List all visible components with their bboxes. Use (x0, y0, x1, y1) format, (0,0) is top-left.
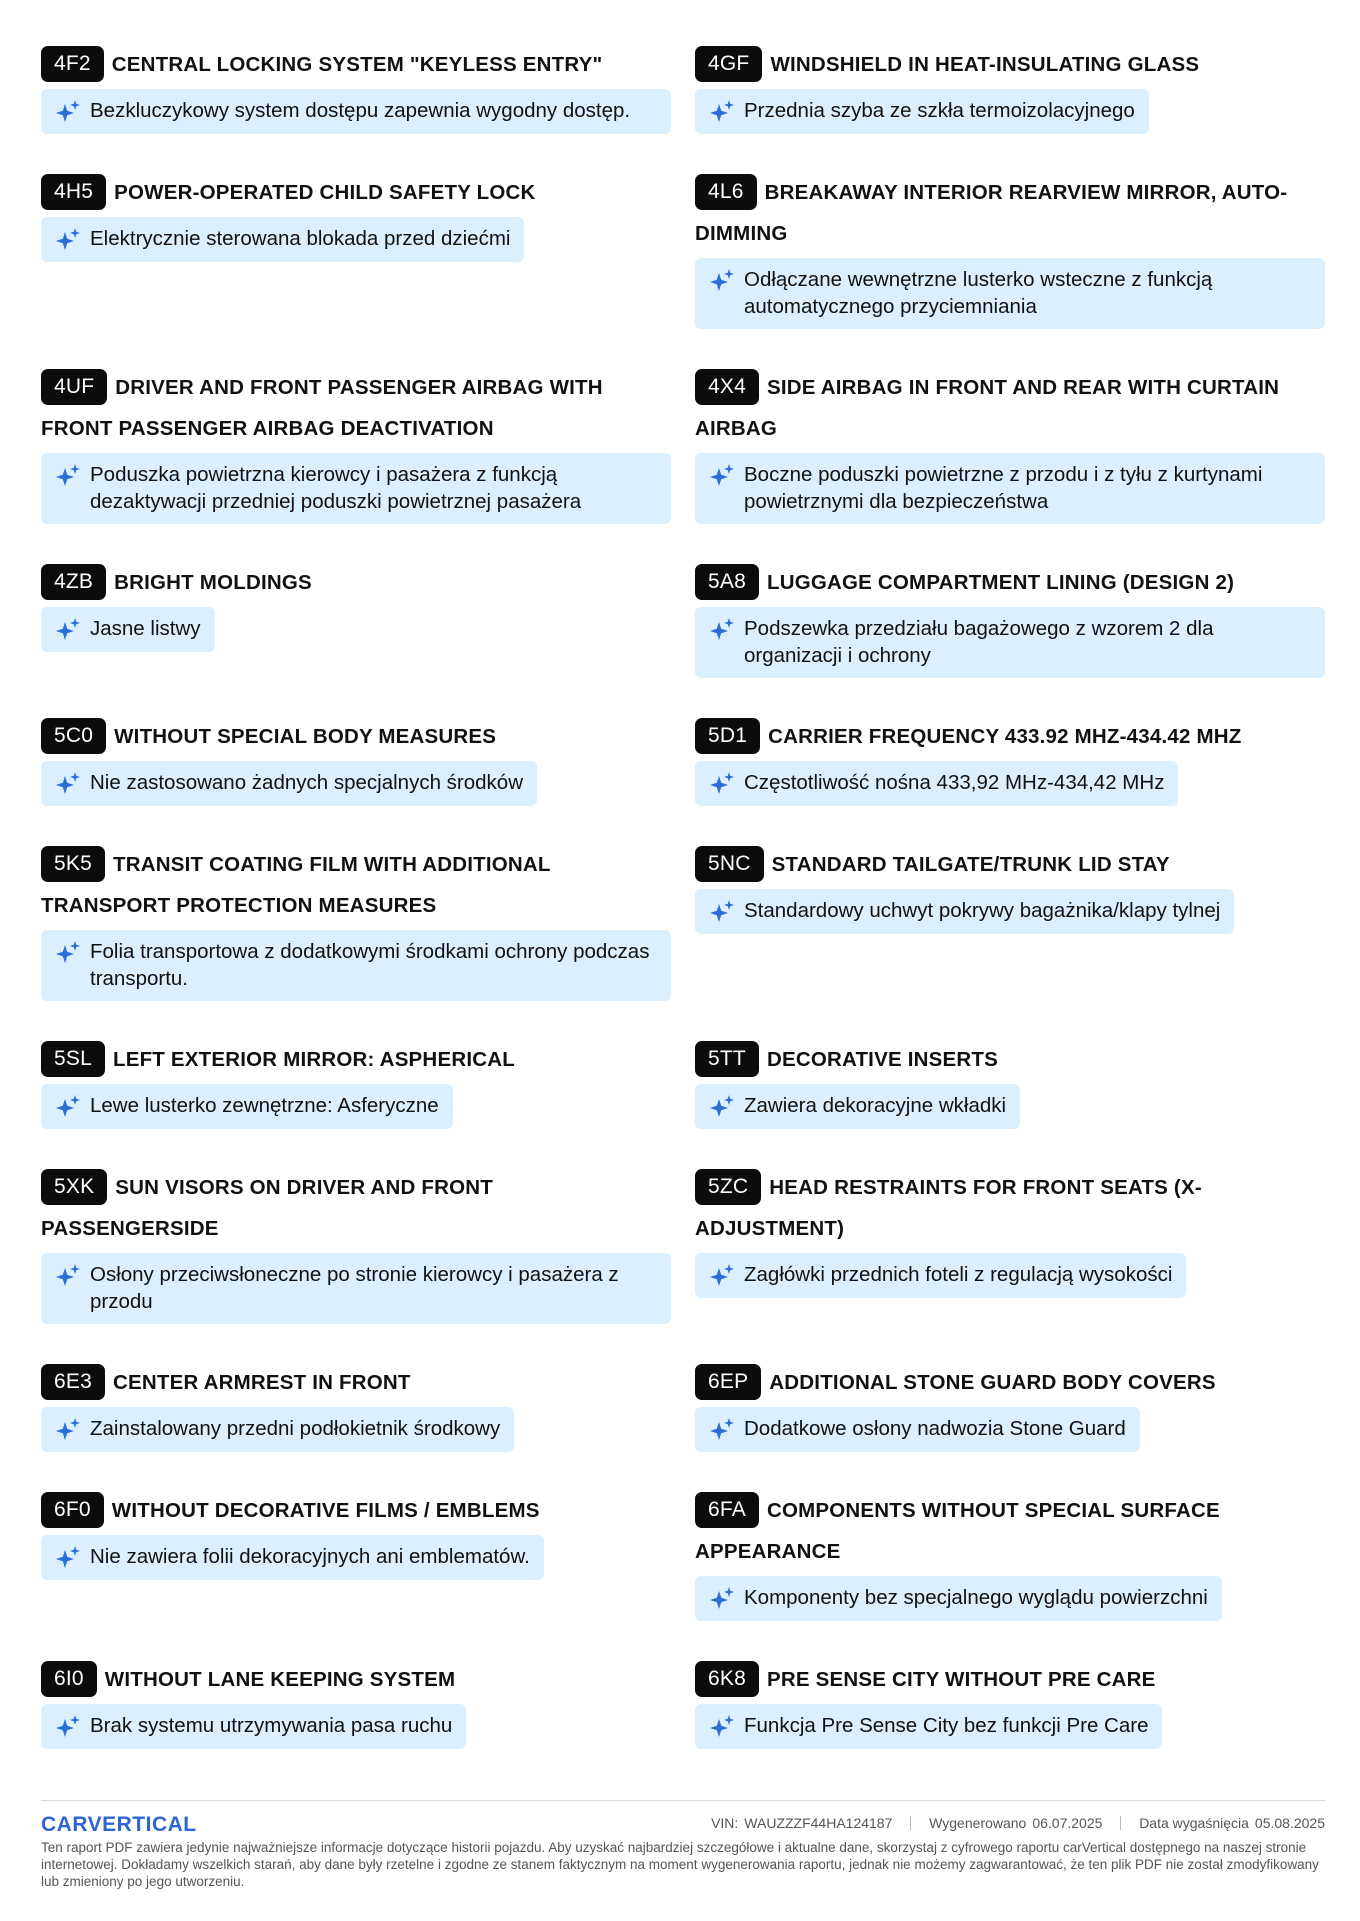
page-footer (41, 1800, 1325, 1890)
item-heading (695, 1039, 1325, 1080)
item-title: BRIGHT MOLDINGS (114, 571, 312, 594)
item-heading (695, 172, 1325, 254)
item-heading (695, 44, 1325, 85)
item-heading (695, 1362, 1325, 1403)
meta-separator (1120, 1816, 1121, 1830)
item-code-badge: 4UF (41, 369, 107, 405)
item-code-badge: 4F2 (41, 46, 104, 82)
item-heading (41, 562, 671, 603)
item-description: Lewe lusterko zewnętrzne: Asferyczne (90, 1094, 439, 1117)
item-heading (695, 562, 1325, 603)
item-code-badge: 5C0 (41, 718, 106, 754)
footer-disclaimer: Ten raport PDF zawiera jedynie najważniejsze informacje dotyczące historii pojazdu. Aby uzyskać najbardziej szczegółowe i aktualne dane, skorzystaj z cyfrowego raportu carVertical dostępnego na naszej stronie internetowej. Dokładamy wszelkich starań, aby dane były rzetelne i zgodne ze stanem faktycznym na moment wygenerowania raportu, jednak nie możemy zagwarantować, że ten plik PDF nie został zmodyfikowany lub zmieniony po jego utworzeniu. (41, 1840, 1319, 1889)
generated-date: 06.07.2025 (1032, 1815, 1103, 1831)
item-code-badge: 6FA (695, 1492, 759, 1528)
item-description-box (41, 1407, 514, 1452)
equipment-item-5sl (41, 1039, 671, 1129)
item-heading (695, 1659, 1325, 1700)
vin-value: WAUZZZF44HA124187 (744, 1815, 893, 1831)
item-code-badge: 5ZC (695, 1169, 761, 1205)
equipment-item-6ep (695, 1362, 1325, 1452)
item-title: CARRIER FREQUENCY 433.92 MHZ-434.42 MHZ (768, 725, 1242, 748)
item-description-box (695, 1576, 1222, 1621)
item-heading (695, 716, 1325, 757)
equipment-item-4x4 (695, 367, 1325, 524)
equipment-item-4f2 (41, 44, 671, 134)
item-code-badge: 6K8 (695, 1661, 759, 1697)
equipment-item-6k8 (695, 1659, 1325, 1749)
equipment-item-4zb (41, 562, 671, 678)
equipment-item-6e3 (41, 1362, 671, 1452)
item-heading (41, 1039, 671, 1080)
item-heading (695, 367, 1325, 449)
ai-sparkle-icon (54, 1263, 82, 1289)
item-title: DRIVER AND FRONT PASSENGER AIRBAG WITH FRONT PASSENGER AIRBAG DEACTIVATION (41, 376, 603, 440)
ai-sparkle-icon (54, 1417, 82, 1443)
item-heading (695, 1490, 1325, 1572)
item-title: COMPONENTS WITHOUT SPECIAL SURFACE APPEARANCE (695, 1499, 1220, 1563)
equipment-item-6fa (695, 1490, 1325, 1621)
item-title: HEAD RESTRAINTS FOR FRONT SEATS (X-ADJUSTMENT) (695, 1176, 1202, 1240)
generated-label: Wygenerowano (929, 1815, 1027, 1831)
ai-sparkle-icon (708, 771, 736, 797)
item-description-box (41, 1253, 671, 1324)
item-description-box (41, 217, 524, 262)
item-description-box (41, 89, 671, 134)
equipment-item-5nc (695, 844, 1325, 1001)
item-code-badge: 4H5 (41, 174, 106, 210)
item-title: POWER-OPERATED CHILD SAFETY LOCK (114, 181, 536, 204)
footer-row (41, 1801, 1325, 1837)
ai-sparkle-icon (54, 1714, 82, 1740)
item-title: SUN VISORS ON DRIVER AND FRONT PASSENGERSIDE (41, 1176, 493, 1240)
item-description-box (41, 453, 671, 524)
item-description-box (695, 1253, 1186, 1298)
equipment-item-5d1 (695, 716, 1325, 806)
equipment-item-5xk (41, 1167, 671, 1324)
item-code-badge: 5NC (695, 846, 764, 882)
ai-sparkle-icon (708, 268, 736, 294)
ai-sparkle-icon (708, 463, 736, 489)
item-description: Przednia szyba ze szkła termoizolacyjnego (744, 99, 1135, 122)
item-description: Funkcja Pre Sense City bez funkcji Pre Care (744, 1714, 1149, 1737)
item-title: CENTER ARMREST IN FRONT (112, 1371, 411, 1394)
item-description-box (41, 1084, 453, 1129)
item-heading (41, 1659, 671, 1700)
item-description: Elektrycznie sterowana blokada przed dziećmi (90, 227, 511, 250)
equipment-item-4l6 (695, 172, 1325, 329)
item-description: Zainstalowany przedni podłokietnik środkowy (90, 1417, 501, 1440)
ai-sparkle-icon (708, 99, 736, 125)
item-description-box (41, 1704, 466, 1749)
item-heading (41, 172, 671, 213)
equipment-item-4h5 (41, 172, 671, 329)
item-description: Standardowy uchwyt pokrywy bagażnika/klapy tylnej (744, 899, 1221, 922)
item-code-badge: 5TT (695, 1041, 759, 1077)
item-title: WITHOUT SPECIAL BODY MEASURES (114, 725, 497, 748)
ai-sparkle-icon (54, 227, 82, 253)
item-heading (41, 367, 671, 449)
item-heading (41, 44, 671, 85)
item-description: Poduszka powietrzna kierowcy i pasażera z funkcją dezaktywacji przedniej poduszki powietrznej pasażera (90, 463, 582, 513)
item-description-box (695, 761, 1178, 806)
item-description: Dodatkowe osłony nadwozia Stone Guard (744, 1417, 1126, 1440)
item-description: Częstotliwość nośna 433,92 MHz-434,42 MHz (744, 771, 1165, 794)
item-description-box (41, 930, 671, 1001)
item-heading (41, 1362, 671, 1403)
item-title: DECORATIVE INSERTS (766, 1048, 998, 1071)
equipment-item-6f0 (41, 1490, 671, 1621)
ai-sparkle-icon (708, 899, 736, 925)
item-code-badge: 5K5 (41, 846, 105, 882)
item-title: SIDE AIRBAG IN FRONT AND REAR WITH CURTAIN AIRBAG (695, 376, 1280, 440)
equipment-grid (41, 44, 1325, 1787)
expiry-date: 05.08.2025 (1254, 1815, 1325, 1831)
item-description: Boczne poduszki powietrzne z przodu i z tyłu z kurtynami powietrznymi dla bezpieczeństwa (744, 463, 1263, 513)
item-description: Bezkluczykowy system dostępu zapewnia wygodny dostęp. (90, 99, 631, 122)
item-description-box (695, 89, 1149, 134)
item-code-badge: 4ZB (41, 564, 106, 600)
item-title: WINDSHIELD IN HEAT-INSULATING GLASS (770, 53, 1200, 76)
item-code-badge: 5SL (41, 1041, 105, 1077)
ai-sparkle-icon (54, 771, 82, 797)
ai-sparkle-icon (708, 1263, 736, 1289)
equipment-item-4uf (41, 367, 671, 524)
item-description-box (41, 761, 537, 806)
equipment-item-5a8 (695, 562, 1325, 678)
item-code-badge: 4GF (695, 46, 762, 82)
item-code-badge: 5D1 (695, 718, 760, 754)
equipment-item-5c0 (41, 716, 671, 806)
item-heading (41, 1490, 671, 1531)
item-heading (695, 844, 1325, 885)
equipment-item-6i0 (41, 1659, 671, 1749)
ai-sparkle-icon (54, 617, 82, 643)
item-description-box (695, 1084, 1020, 1129)
item-title: STANDARD TAILGATE/TRUNK LID STAY (771, 853, 1170, 876)
expiry-label: Data wygaśnięcia (1139, 1815, 1249, 1831)
item-heading (41, 716, 671, 757)
item-title: TRANSIT COATING FILM WITH ADDITIONAL TRANSPORT PROTECTION MEASURES (41, 853, 551, 917)
item-description: Brak systemu utrzymywania pasa ruchu (90, 1714, 453, 1737)
item-description-box (695, 1407, 1140, 1452)
ai-sparkle-icon (54, 940, 82, 966)
item-description: Zawiera dekoracyjne wkładki (744, 1094, 1007, 1117)
item-description-box (695, 1704, 1162, 1749)
item-code-badge: 5XK (41, 1169, 107, 1205)
equipment-item-5zc (695, 1167, 1325, 1324)
item-description-box (695, 453, 1325, 524)
item-description: Folia transportowa z dodatkowymi środkami ochrony podczas transportu. (90, 940, 650, 990)
ai-sparkle-icon (54, 99, 82, 125)
ai-sparkle-icon (708, 1586, 736, 1612)
ai-sparkle-icon (708, 1714, 736, 1740)
item-description: Podszewka przedziału bagażowego z wzorem 2 dla organizacji i ochrony (744, 617, 1214, 667)
item-description: Nie zawiera folii dekoracyjnych ani emblematów. (90, 1545, 530, 1568)
carvertical-logo: CARVERTICAL (41, 1813, 197, 1836)
item-code-badge: 6EP (695, 1364, 761, 1400)
item-code-badge: 4X4 (695, 369, 759, 405)
equipment-item-5k5 (41, 844, 671, 1001)
item-description-box (695, 258, 1325, 329)
vin-label: VIN: (711, 1815, 739, 1831)
item-code-badge: 5A8 (695, 564, 759, 600)
equipment-item-5tt (695, 1039, 1325, 1129)
ai-sparkle-icon (54, 1094, 82, 1120)
item-title: LUGGAGE COMPARTMENT LINING (DESIGN 2) (766, 571, 1235, 594)
item-description: Odłączane wewnętrzne lusterko wsteczne z funkcją automatycznego przyciemniania (744, 268, 1213, 318)
item-description-box (41, 1535, 544, 1580)
item-description: Zagłówki przednich foteli z regulacją wysokości (744, 1263, 1173, 1286)
item-code-badge: 4L6 (695, 174, 757, 210)
item-code-badge: 6F0 (41, 1492, 104, 1528)
item-description: Nie zastosowano żadnych specjalnych środków (90, 771, 524, 794)
ai-sparkle-icon (708, 1094, 736, 1120)
item-code-badge: 6I0 (41, 1661, 97, 1697)
item-description: Komponenty bez specjalnego wyglądu powierzchni (744, 1586, 1208, 1609)
ai-sparkle-icon (54, 463, 82, 489)
item-description-box (695, 889, 1234, 934)
item-title: WITHOUT LANE KEEPING SYSTEM (104, 1668, 456, 1691)
item-title: BREAKAWAY INTERIOR REARVIEW MIRROR, AUTO-DIMMING (695, 181, 1288, 245)
item-title: PRE SENSE CITY WITHOUT PRE CARE (766, 1668, 1156, 1691)
item-description-box (41, 607, 215, 652)
item-description: Jasne listwy (90, 617, 201, 640)
item-heading (41, 1167, 671, 1249)
item-title: WITHOUT DECORATIVE FILMS / EMBLEMS (111, 1499, 540, 1522)
item-title: CENTRAL LOCKING SYSTEM "KEYLESS ENTRY" (111, 53, 603, 76)
item-description-box (695, 607, 1325, 678)
item-description: Osłony przeciwsłoneczne po stronie kierowcy i pasażera z przodu (90, 1263, 619, 1313)
ai-sparkle-icon (708, 617, 736, 643)
item-heading (695, 1167, 1325, 1249)
ai-sparkle-icon (54, 1545, 82, 1571)
ai-sparkle-icon (708, 1417, 736, 1443)
item-code-badge: 6E3 (41, 1364, 105, 1400)
item-heading (41, 844, 671, 926)
item-title: ADDITIONAL STONE GUARD BODY COVERS (769, 1371, 1216, 1394)
item-title: LEFT EXTERIOR MIRROR: ASPHERICAL (112, 1048, 515, 1071)
equipment-item-4gf (695, 44, 1325, 134)
meta-separator (910, 1816, 911, 1830)
report-meta (711, 1815, 1325, 1831)
